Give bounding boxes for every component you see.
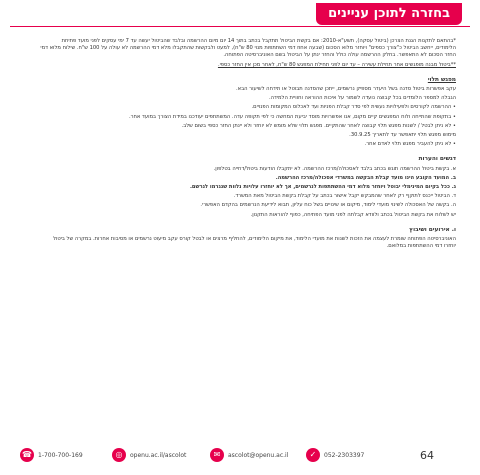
section2-item-c: ג. ככל בקיום המינימלי יבוטל ויוחזר מלוא דמי ההשתתפות לנרשמים, אך לא יוחזרו עלויות נלוות שנגרמו לנרשם. xyxy=(189,184,456,191)
header-rule xyxy=(10,26,470,27)
whatsapp-number: 052-2303397 xyxy=(324,451,365,459)
section3-paragraph: האוניברסיטה הפתוחה שומרת לעצמה את הזכות לשנות את מועדי הלימוד, את מיקום הלימודים, להחליף מרצים או לבטל קורס עקב מיעוט נרשמים או מסיבות אחרות. במקרה של ביטול יוחזרו דמי ההשתתפות במלואם. xyxy=(53,236,456,250)
section-title-2: דגשים והערות xyxy=(418,156,456,163)
contact-website[interactable] xyxy=(112,448,186,462)
whatsapp-icon: ✓ xyxy=(306,448,320,462)
contact-phone[interactable] xyxy=(20,448,83,462)
header-title: בחזרה לתוכן עניינים xyxy=(328,6,450,21)
section1-bullet-4: מימוש מפגש תלוי יתאפשר עד לתאריך 30.9.25. xyxy=(349,132,456,139)
email-address: ascolot@openu.ac.il xyxy=(228,451,289,459)
section2-item-d: ד. הביטול ייכנס לתוקף רק לאחר שהמבקש יקבל אישור בכתב על קבלת בקשת הביטול מאת המשרד. xyxy=(233,193,456,200)
contact-email[interactable] xyxy=(210,448,288,462)
globe-icon: ◎ xyxy=(112,448,126,462)
section1-bullet-3: • לא ניתן לבטל / לשנות מפגש תלוי קבוצה לאחר שהתקיים. מפגש תלוי שלא מומש לא יוחזר ולא יינתן החזר כספי בשום שלב. xyxy=(40,123,456,130)
phone-icon: ☎ xyxy=(20,448,34,462)
section2-item-a: א. בקשת ביטול ההרשמה תוגש בכתב בלבד לאסכולה/מרכז ההרשמה. לא יתקבלו הודעות ביטול/דחייה בטלפון. xyxy=(213,165,456,172)
envelope-icon: ✉ xyxy=(210,448,224,462)
website-url: openu.ac.il/ascolot xyxy=(130,451,187,459)
phone-number: 1-700-700-169 xyxy=(38,451,83,459)
section1-bullet-5: • לא ניתן להעביר מפגש תלוי לאדם אחר. xyxy=(40,141,456,148)
section1-bullet-2: • בתקופת שהתייחה ולוח המפגשים קיים מקום, אנו אפשרויות מוסד יביעת המחשה כי לפי תקופה עדה. המשתתפים יעודכנו במידת הצורך במועד אחר. xyxy=(40,114,456,121)
footer xyxy=(0,435,480,475)
section-title-3: ו. אירועים ושיבוץ xyxy=(409,226,456,233)
section1-bullet-1: • ההרשמה לקורסים ולפעילויות נעשית לפי סדר קבלת הפניות ועד לאכלוס המקומות הפנויים. xyxy=(40,104,456,111)
section2-item-b: ב. המועד הקובע הינו מועד קבלת הבקשה במשרדי אסכולה/מרכז ההרשמה. xyxy=(275,174,456,181)
section2-item-e: ה. בקשה של האסכולה לשינוי מועדי לימוד, מיקום או שינויים בשל כוח עליון, תבוא לידיעת הנרשמים בהקדם האפשרי. xyxy=(200,202,456,209)
intro-paragraph: *בהתאם לתקנות הגנת הצרכן (ביטול עסקה), תשע"א-2010: אם בקשת הביטול תתקבל בכתב בתוך 14 יום מיום ההרשמה ובלבד שהביטול יעשה עד 7 ימי עסקים לפני מועד פתיחת הלימודים, ייחשב הביטול כ"צורך כספים" ויוחזר מלוא הסכום (שבעה אחוז דמי השתתפות מנוי 80 ש"ח), למעט ולבקשות שהתקבלו מלא דמי ההרשמה לא עולה על 100 ש"ח. שילוח מלוא דמי החזר הסכום לא התאפשר. בחלק ההרשמה עולה כולל והחזר ינתן על הביטול בשם האוניברסיטה הפתוחה. xyxy=(40,38,456,59)
page-number: 64 xyxy=(420,449,434,462)
contact-whatsapp[interactable] xyxy=(306,448,364,462)
section1-paragraph-2: הגבלה למספר הלומדים בכל קבוצה נועדה לשמור על איכות ההוראה וחוויית הלמידה. xyxy=(268,95,456,102)
document-body xyxy=(40,38,456,429)
back-to-toc-link[interactable] xyxy=(316,3,462,25)
section2-item-f: יש לשלוח את בקשת הביטול בכתב ולוודא קבלתה לפני מועד הפתיחה, כפוף להוראות התקנון. xyxy=(250,211,456,218)
section1-paragraph-1: עקב אפשרות ביטול סדנה בשל היעדר מספיק נרשמים, ייתכן שהסדנה תבוטל או תידחה לשיעור הבא. xyxy=(236,86,456,93)
highlight-note: **ביטול מבנה מופגשים אחר תחילת עשירה – עד יום לפני תחילת המפגש 80 ש"ח, לאחר מכן אין החזר כספי. xyxy=(217,61,456,68)
section-title-1: מפגש תלוי xyxy=(427,76,456,83)
